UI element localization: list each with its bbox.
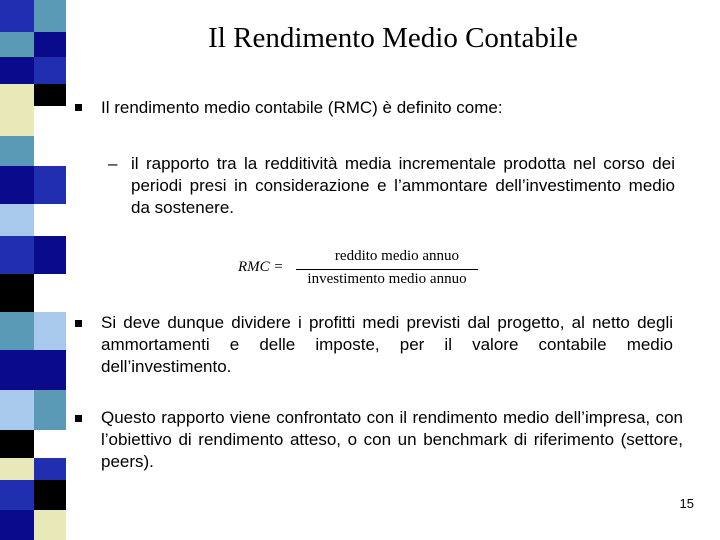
- bullet-text: Il rendimento medio contabile (RMC) è definito come:: [101, 98, 503, 117]
- stripe-block: [34, 84, 66, 106]
- stripe-block: [0, 32, 34, 57]
- stripe-block: [34, 390, 66, 430]
- stripe-block: [0, 136, 34, 166]
- stripe-block: [34, 32, 66, 57]
- stripe-block: [0, 106, 34, 136]
- rmc-formula: [238, 248, 483, 290]
- bullet-marker: [75, 415, 82, 422]
- sub-bullet-text: il rapporto tra la redditività media incrementale prodotta nel corso dei periodi presi in considerazione e l’ammontare dell’investimento medio da sostenere.: [131, 154, 675, 217]
- stripe-block: [0, 430, 34, 458]
- stripe-block: [34, 350, 66, 390]
- sub-bullet-dash: –: [108, 154, 118, 173]
- stripe-block: [34, 166, 66, 204]
- bullet-text: Questo rapporto viene confrontato con il rendimento medio dell’impresa, con l’obiettivo di rendimento atteso, o con un benchmark di riferimento (settore, peers).: [101, 408, 683, 471]
- fraction-bar: [296, 269, 478, 270]
- stripe-block: [0, 312, 34, 350]
- formula-numerator: reddito medio annuo: [334, 248, 460, 264]
- bullet-marker: [75, 104, 82, 111]
- stripe-block: [0, 84, 34, 106]
- stripe-block: [0, 274, 34, 312]
- stripe-block: [0, 204, 34, 236]
- stripe-block: [0, 510, 34, 540]
- bullet-text: Si deve dunque dividere i profitti medi previsti dal progetto, al netto degli ammortamenti e delle imposte, per il valore contabile medio dell’investimento.: [101, 313, 673, 376]
- formula-lhs: RMC =: [238, 259, 284, 275]
- stripe-block: [34, 312, 66, 350]
- stripe-block: [0, 0, 34, 32]
- slide-title: Il Rendimento Medio Contabile: [208, 22, 578, 54]
- bullet-marker: [75, 320, 82, 327]
- stripe-block: [0, 57, 34, 84]
- page-number: 15: [679, 496, 694, 511]
- stripe-block: [0, 480, 34, 510]
- stripe-block: [0, 390, 34, 430]
- stripe-block: [0, 166, 34, 204]
- formula-denominator: investimento medio annuo: [307, 271, 467, 287]
- stripe-block: [0, 350, 34, 390]
- stripe-block: [34, 510, 66, 540]
- stripe-block: [0, 236, 34, 274]
- decorative-color-stripe: [0, 0, 66, 540]
- stripe-block: [34, 57, 66, 84]
- stripe-block: [34, 0, 66, 32]
- stripe-block: [34, 236, 66, 274]
- stripe-block: [0, 458, 34, 480]
- stripe-block: [34, 458, 66, 480]
- stripe-block: [34, 480, 66, 510]
